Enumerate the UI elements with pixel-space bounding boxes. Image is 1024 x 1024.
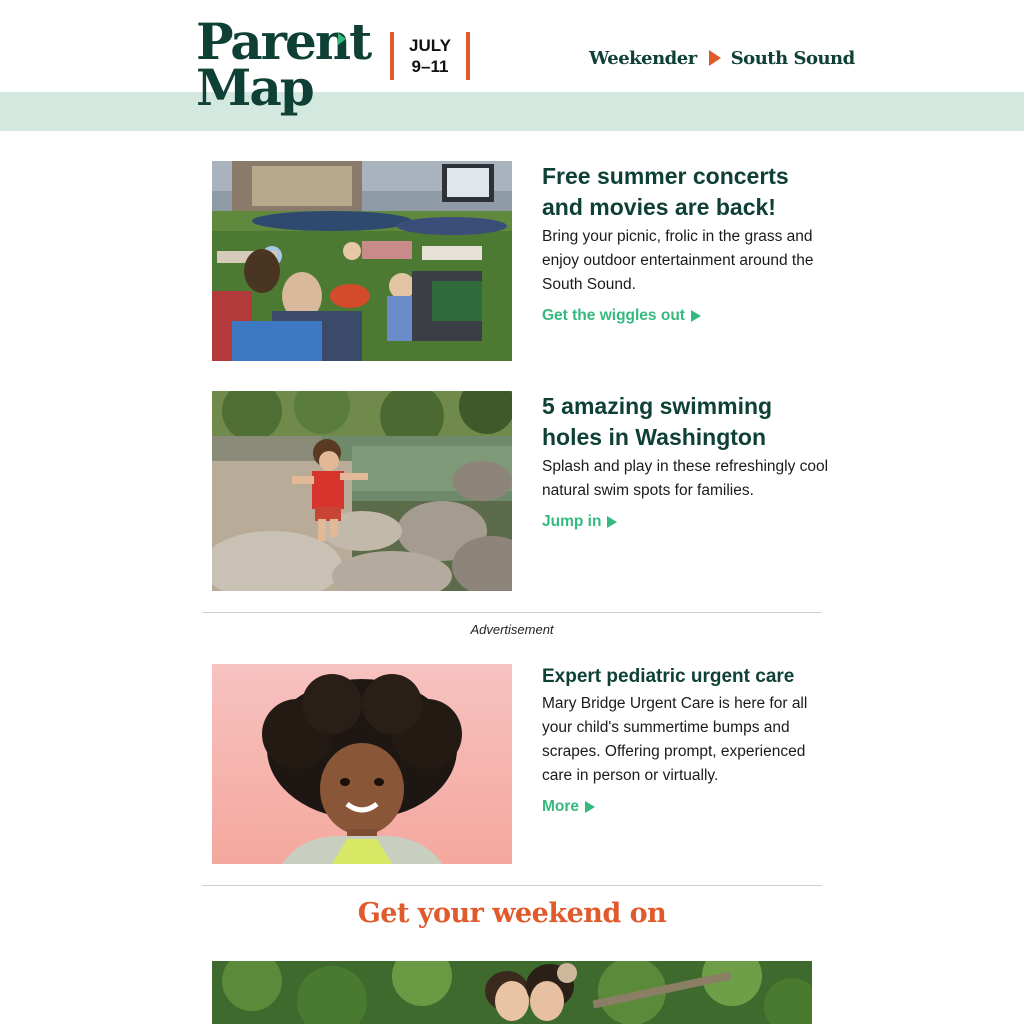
- divider: [202, 612, 822, 613]
- photo-outdoor-movie-crowd[interactable]: [212, 161, 512, 361]
- header: [0, 0, 1024, 131]
- advertisement-label: Advertisement: [470, 622, 554, 637]
- edition-date: [390, 32, 470, 80]
- story-text: [542, 161, 832, 325]
- ad-description: Mary Bridge Urgent Care is here for all your child's summertime bumps and scrapes. Offering prompt, experienced care in person or virtually.: [542, 695, 808, 784]
- cta-label: Get the wiggles out: [542, 307, 685, 324]
- story-title[interactable]: Free summer concerts and movies are back!: [542, 163, 789, 220]
- play-arrow-icon: [585, 801, 595, 813]
- story-cta-link[interactable]: [542, 513, 617, 531]
- nav-separator-triangle-icon: [709, 50, 721, 66]
- story-title[interactable]: 5 amazing swimming holes in Washington: [542, 393, 773, 450]
- logo-word-parent: Parent: [196, 12, 371, 71]
- divider: [202, 885, 822, 886]
- ad-urgent-care: [212, 664, 832, 864]
- photo-child-at-river[interactable]: [212, 391, 512, 591]
- parentmap-logo[interactable]: [196, 12, 371, 122]
- ad-text: [542, 664, 832, 816]
- date-month: JULY: [409, 36, 451, 55]
- play-arrow-icon: [607, 516, 617, 528]
- edition-breadcrumb: [589, 44, 855, 72]
- story-swimming-holes: [212, 391, 832, 591]
- story-cta-link[interactable]: [542, 307, 701, 325]
- nav-south-sound[interactable]: South Sound: [730, 47, 855, 69]
- story-concerts: [212, 161, 832, 361]
- photo-smiling-child[interactable]: [212, 664, 512, 864]
- ad-cta-link[interactable]: [542, 798, 595, 816]
- cta-label: More: [542, 798, 580, 815]
- cta-label: Jump in: [542, 513, 602, 530]
- nav-weekender[interactable]: Weekender: [589, 47, 697, 69]
- story-description: Splash and play in these refreshingly cool natural swim spots for families.: [542, 458, 829, 499]
- date-days: 9–11: [411, 57, 449, 76]
- logo-word-map: Map: [196, 58, 313, 117]
- ad-title[interactable]: Expert pediatric urgent care: [542, 666, 795, 687]
- logo-triangle-icon: [338, 33, 346, 45]
- section-heading-weekend: Get your weekend on: [357, 898, 667, 929]
- story-description: Bring your picnic, frolic in the grass and enjoy outdoor entertainment around the South Sound.: [542, 228, 814, 293]
- play-arrow-icon: [691, 310, 701, 322]
- photo-mother-and-child-forest[interactable]: [212, 961, 812, 1024]
- story-text: [542, 391, 832, 531]
